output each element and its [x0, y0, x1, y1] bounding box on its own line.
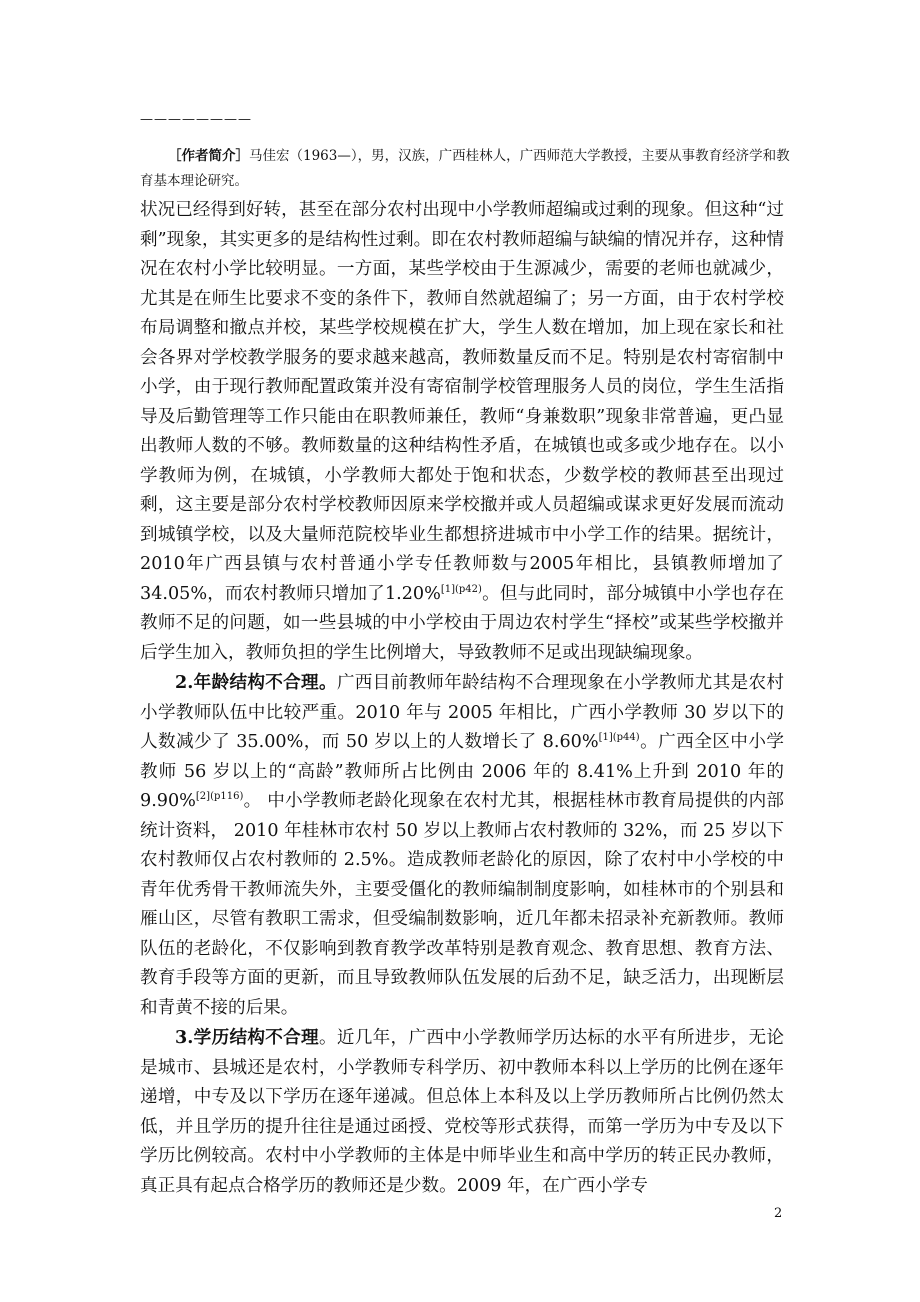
citation: [1](p44)	[598, 732, 640, 744]
paragraph-text: 。 中小学教师老龄化现象在农村尤其，根据桂林市教育局提供的内部统计资料， 2010 年桂林市农村 50 岁以上教师占农村教师的 32%，而 25 岁以下农村教师仅占农村教师的 2.5%。造成教师老龄化的原因，除了农村中小学校的中青年优秀骨干教师流失外，主要受僵化的教师编制制度影响，如桂林市的个别县和雁山区，尽管有教职工需求，但受编制数影响，近几年都未招录补充新教师。教师队伍的老龄化，不仅影响到教育教学改革特别是教育观念、教育思想、教育方法、教育手段等方面的更新，而且导致教师队伍发展的后劲不足，缺乏活力，出现断层和青黄不接的后果。	[140, 791, 784, 1018]
paragraph-text: 状况已经得到好转，甚至在部分农村出现中小学教师超编或过剩的现象。但这种“过剩”现象，其实更多的是结构性过剩。即在农村教师超编与缺编的情况并存，这种情况在农村小学比较明显。一方面，某些学校由于生源减少，需要的老师也就减少，尤其是在师生比要求不变的条件下，教师自然就超编了；另一方面，由于农村学校布局调整和撤点并校，某些学校规模在扩大，学生人数在增加，加上现在家长和社会各界对学校教学服务的要求越来越高，教师数量反而不足。特别是农村寄宿制中小学，由于现行教师配置政策并没有寄宿制学校管理服务人员的岗位，学生生活指导及后勤管理等工作只能由在职教师兼任，教师“身兼数职”现象非常普遍，更凸显出教师人数的不够。教师数量的这种结构性矛盾，在城镇也或多或少地存在。以小学教师为例，在城镇，小学教师大都处于饱和状态，少数学校的教师甚至出现过剩，这主要是部分农村学校教师因原来学校撤并或人员超编或谋求更好发展而流动到城镇学校，以及大量师范院校毕业生都想挤进城市中小学工作的结果。据统计，2010年广西县镇与农村普通小学专任教师数与2005年相比，县镇教师增加了34.05%，而农村教师只增加了1.20%	[140, 200, 784, 604]
paragraph-teacher-surplus	[140, 196, 784, 668]
paragraph-text: 。近几年，广西中小学教师学历达标的水平有所进步，无论是城市、县城还是农村，小学教师专科学历、初中教师本科以上学历的比例在逐年递增，中专及以下学历在逐年递减。但总体上本科及以上学历教师所占比例仍然太低，并且学历的提升往往是通过函授、党校等形式获得，而第一学历为中专及以下学历比例较高。农村中小学教师的主体是中师毕业生和高中学历的转正民办教师，真正具有起点合格学历的教师还是少数。2009 年，在广西小学专	[140, 1028, 784, 1196]
paragraph-age-structure	[140, 668, 784, 1023]
footnote-text: 马佳宏（1963—），男，汉族，广西桂林人，广西师范大学教授，主要从事教育经济学和教育基本理论研究。	[140, 148, 790, 189]
paragraph-education-structure	[140, 1023, 784, 1201]
body-text	[140, 196, 784, 1201]
page-number: 2	[774, 1206, 783, 1221]
section-heading: 3.学历结构不合理	[175, 1027, 319, 1048]
paragraph-text: 。广西全区中小学教师 56 岁以上的“高龄”教师所占比例由 2006 年的 8.41%上升到 2010 年的9.90%	[140, 732, 784, 811]
paragraph-text: 广西目前教师年龄结构不合理现象在小学教师尤其是农村小学教师队伍中比较严重。2010 年与 2005 年相比，广西小学教师 30 岁以下的人数减少了 35.00%，而 50 岁以上的人数增长了 8.60%	[140, 673, 784, 752]
footnote-separator: ————————	[140, 112, 252, 127]
author-footnote	[140, 144, 790, 194]
citation: [1](p42)	[440, 583, 482, 595]
footnote-label: ［作者简介］	[168, 148, 249, 164]
paragraph-text: 。但与此同时，部分城镇中小学也存在教师不足的问题，如一些县城的中小学校由于周边农村学生“择校”或某些学校撤并后学生加入，教师负担的学生比例增大，导致教师不足或出现缺编现象。	[140, 583, 784, 663]
citation: [2](p116)	[195, 791, 244, 803]
section-heading: 2.年龄结构不合理。	[175, 672, 337, 693]
